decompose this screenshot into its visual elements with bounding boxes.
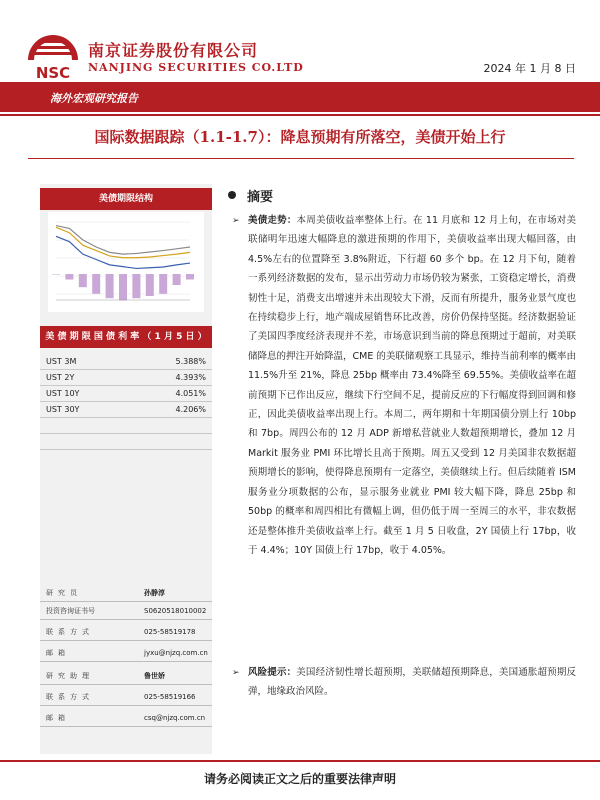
rates-heading: 美 债 期 限 国 债 利 率 （ 1 月 5 日 ） — [40, 326, 212, 348]
report-date: 2024 年 1 月 8 日 — [483, 62, 576, 75]
contact-label: 邮箱 — [46, 714, 70, 722]
contact-label: 研究员 — [46, 589, 82, 597]
trend-text: 本周美债收益率整体上行。在 11 月底和 12 月上旬，在市场对美联储明年迅速大幅降息的激进预期的作用下，美债收益率出现大幅回落，由 4.5%左右的位置降至 3.8%附近，下行超 60 多个 bp。在 12 月下旬，随着一系列经济数据的发布，显示出劳动力市场仍较为紧张，工资稳定增长，消费韧性十足，消费支出增速并未出现较大下滑，反而有所提升，服务业景气度也在持续稳步上行，地产端成屋销售环比改善，房价仍保持坚挺。经济数据验证了美国四季度经济表现并不差，市场意识到当前的降息预期过于超前，对美联储降息的押注开始降温，CME 的美联储观察工具显示，维持当前利率的概率由 11.5%升至 21%，降息 25bp 概率由 73.4%降至 69.55%。美债收益率在超前预期下已作出反应，继续下行空间不足，提前反应的下行幅度得到回调和修正，因此美债收益率出现上行。本周二，两年期和十年期国债分别上行 10bp 和 7bp。周四公布的 12 月 ADP 新增私营就业人数超预期增长，叠加 12 月 Markit 服务业 PMI 环比增长且高于预期。周五又受到 12 月美国非农数据超预期增长的影响，使得降息预期有一定落空，美债继续上行。但后续随着 ISM 服务业分项数据的公布，显示服务业就业 PMI 较大幅下降，降息 25bp 和 50bp 的概率和周四相比有微幅上调，但仍低于周一至周三的水平，非农数据还是整体推升美债收益率上行。截至 1 月 5 日收盘，2Y 国债上行 17bp，收于 4.4%；10Y 国债上行 17bp，收于 4.05%。 — [248, 215, 576, 556]
contact-divider — [40, 726, 212, 727]
contact-value: jyxu@njzq.com.cn — [144, 649, 208, 657]
rate-name: UST 10Y — [46, 389, 80, 398]
chart-bar — [52, 274, 60, 275]
rate-row — [40, 402, 212, 417]
trend-paragraph — [248, 211, 576, 560]
rate-name: UST 2Y — [46, 373, 75, 382]
company-logo — [22, 22, 84, 82]
contact-value: S0620518010002 — [144, 607, 207, 615]
chart-bar — [173, 274, 181, 285]
contact-divider — [40, 684, 212, 685]
chart-bar — [92, 274, 100, 294]
contact-row — [40, 690, 212, 704]
contact-divider — [40, 705, 212, 706]
chart-bar — [106, 274, 114, 298]
chart-bar — [132, 274, 140, 298]
contact-row — [40, 604, 212, 618]
trend-lead: 美债走势： — [248, 215, 297, 226]
rate-row — [40, 370, 212, 385]
chart-series-line — [56, 227, 190, 257]
chart-bar — [186, 274, 194, 280]
contact-divider — [40, 640, 212, 641]
summary-heading: 摘要 — [247, 190, 274, 205]
contact-value: 鲁世娇 — [144, 672, 165, 680]
report-category: 海外宏观研究报告 — [50, 92, 138, 105]
contact-label: 联系方式 — [46, 628, 94, 636]
rate-row — [40, 354, 212, 369]
contact-row — [40, 669, 212, 683]
contact-divider — [40, 619, 212, 620]
title-divider — [28, 158, 574, 159]
rate-divider — [40, 433, 212, 434]
contact-value: 孙静淳 — [144, 589, 165, 597]
yield-curve-chart — [48, 212, 204, 312]
contact-label: 联系方式 — [46, 693, 94, 701]
contact-divider — [40, 661, 212, 662]
contact-row — [40, 625, 212, 639]
risk-paragraph — [248, 663, 576, 702]
chart-bar — [79, 274, 87, 287]
chart-bar — [146, 274, 154, 296]
risk-lead: 风险提示： — [248, 667, 297, 678]
summary-bullet-icon — [228, 191, 236, 199]
contact-value: 025-58519166 — [144, 693, 196, 701]
chart-canvas — [48, 212, 204, 312]
legal-notice: 请务必阅读正文之后的重要法律声明 — [203, 772, 396, 786]
chart-bar — [119, 274, 127, 300]
contact-row — [40, 586, 212, 600]
rate-divider — [40, 449, 212, 450]
arrow-bullet-icon: ➢ — [232, 216, 240, 226]
rate-name: UST 3M — [46, 357, 77, 366]
contact-value: 025-58519178 — [144, 628, 196, 636]
chart-heading: 美债期限结构 — [40, 188, 212, 210]
contact-row — [40, 646, 212, 660]
contact-divider — [40, 601, 212, 602]
logo-text: NSC — [35, 64, 71, 82]
rate-row — [40, 386, 212, 401]
arrow-bullet-icon: ➢ — [232, 668, 240, 678]
rate-value: 4.051% — [175, 389, 206, 398]
chart-bar — [159, 274, 167, 294]
risk-text: 美国经济韧性增长超预期，美联储超预期降息，美国通胀超预期反弹，地缘政治风险。 — [248, 667, 576, 698]
rate-value: 5.388% — [175, 357, 206, 366]
chart-bar — [65, 274, 73, 280]
sidebar — [40, 184, 212, 754]
contact-label: 投资咨询证书号 — [46, 607, 95, 615]
contact-row — [40, 711, 212, 725]
chart-series-line — [56, 236, 190, 268]
rate-divider — [40, 417, 212, 418]
band-divider — [0, 114, 600, 116]
company-name-en: NANJING SECURITIES CO.LTD — [88, 61, 304, 74]
report-title: 国际数据跟踪（1.1-1.7）：降息预期有所落空，美债开始上行 — [94, 128, 506, 146]
company-name-cn: 南京证券股份有限公司 — [88, 41, 259, 60]
contact-value: csq@njzq.com.cn — [144, 714, 206, 722]
footer-divider — [0, 760, 600, 762]
contact-label: 邮箱 — [46, 649, 70, 657]
rate-name: UST 30Y — [46, 405, 80, 414]
rate-value: 4.393% — [175, 373, 206, 382]
rate-value: 4.206% — [175, 405, 206, 414]
contact-label: 研究助理 — [46, 672, 94, 680]
